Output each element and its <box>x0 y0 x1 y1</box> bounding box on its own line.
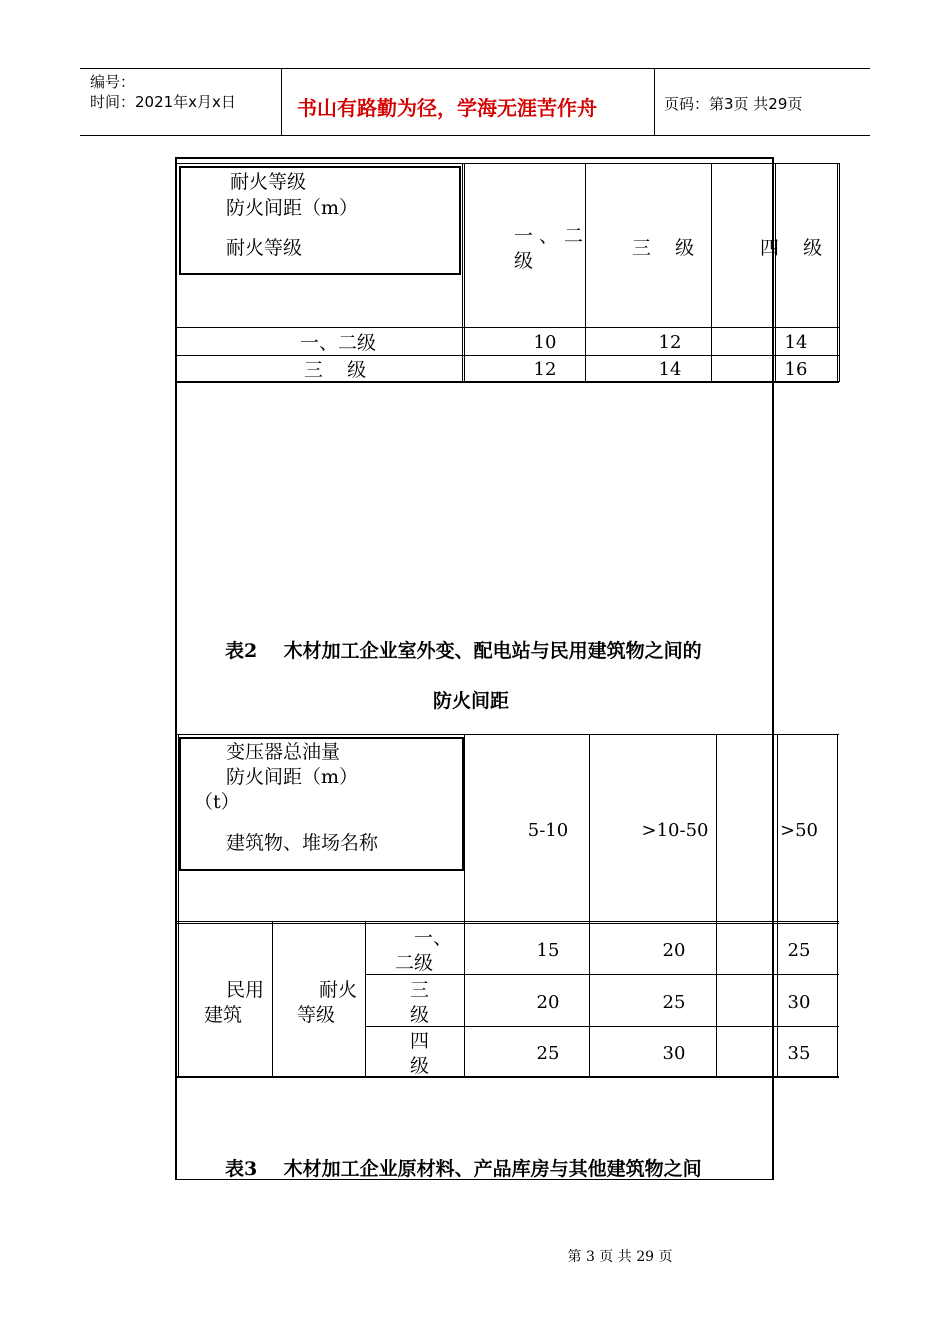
t2-row-label: 二级 <box>395 952 434 974</box>
t2-corner-text-middle: 防火间距（m） <box>226 766 359 788</box>
t2-cell: 25 <box>787 940 811 961</box>
t2-cell: 25 <box>662 992 686 1013</box>
page-footer-number: 第 3 页 共 29 页 <box>567 1249 673 1265</box>
frame-left <box>175 157 177 1180</box>
t1-top-rule <box>177 163 839 164</box>
t2-cell: 25 <box>536 1043 560 1064</box>
t2-row-label: 四 <box>410 1030 430 1052</box>
t1-cell: 12 <box>658 332 682 353</box>
t2-col-header-2: >10-50 <box>641 820 709 841</box>
header-bottom-rule <box>80 135 870 136</box>
document-number-label: 编号： <box>90 73 136 91</box>
header-page-info: 页码：第3页 共29页 <box>664 95 803 113</box>
t1-col-rule-1 <box>462 163 463 382</box>
t2-header-bottom-rule <box>177 921 839 922</box>
document-date: 时间：2021年x月x日 <box>90 93 236 111</box>
t2-col-rule-2 <box>589 734 590 1077</box>
t1-corner-text-top: 耐火等级 <box>230 171 307 193</box>
t2-cell: 15 <box>536 940 560 961</box>
t1-cell: 12 <box>533 359 557 380</box>
t2-cell: 35 <box>787 1043 811 1064</box>
t1-cell: 14 <box>658 359 682 380</box>
t2-group-civil-buildings-line1: 民用 <box>226 979 265 1001</box>
t1-row1-bottom-rule <box>177 355 839 356</box>
t1-col-header-2: 三 级 <box>632 237 695 259</box>
table-2-caption-line2: 防火间距 <box>433 690 510 712</box>
t2-bottom-rule <box>177 1076 839 1078</box>
t2-cell: 20 <box>536 992 560 1013</box>
t2-row2-bottom-rule <box>365 1026 839 1027</box>
t2-row-label: 三 <box>410 979 430 1001</box>
t1-cell: 10 <box>533 332 557 353</box>
t1-row-label: 三 级 <box>304 359 367 381</box>
frame-top <box>175 157 774 159</box>
t2-corner-text-bottom: 建筑物、堆场名称 <box>226 832 379 854</box>
t2-right-rule <box>837 734 838 1077</box>
t2-col-header-1: 5-10 <box>527 820 569 841</box>
t2-row-label: 级 <box>410 1055 430 1077</box>
t2-group-rule-2 <box>365 922 366 1077</box>
t2-col-header-3: >50 <box>780 820 818 841</box>
header-divider-left <box>281 68 282 136</box>
t2-cell: 30 <box>787 992 811 1013</box>
t2-group-fire-rating-line2: 等级 <box>297 1004 336 1026</box>
t2-row1-bottom-rule <box>365 974 839 975</box>
t2-top-rule <box>177 734 839 735</box>
t2-col-rule-4 <box>777 734 778 1077</box>
t1-row-label: 一、二级 <box>300 332 377 354</box>
t1-col-header-3: 四 级 <box>760 237 823 259</box>
t2-group-fire-rating-line1: 耐火 <box>319 979 358 1001</box>
table-3-caption-line1: 表3 木材加工企业原材料、产品库房与其他建筑物之间 <box>225 1158 702 1180</box>
t2-group-civil-buildings-line2: 建筑 <box>204 1004 243 1026</box>
t1-corner-box <box>179 166 461 275</box>
t2-header-bottom-rule-b <box>177 923 839 924</box>
header-top-rule <box>80 68 870 69</box>
t2-row-label: 一、 <box>414 927 453 949</box>
t2-corner-text-top: 变压器总油量 <box>226 741 341 763</box>
t1-col-header-1-line2: 级 <box>514 250 534 272</box>
t2-corner-text-unit: （t） <box>194 791 240 813</box>
t1-cell: 16 <box>784 359 808 380</box>
t2-col-rule-1 <box>464 734 465 1077</box>
t1-cell: 14 <box>784 332 808 353</box>
t1-bottom-rule <box>177 381 839 383</box>
t2-col-rule-3 <box>716 734 717 1077</box>
table-2-caption-line1: 表2 木材加工企业室外变、配电站与民用建筑物之间的 <box>225 640 702 662</box>
t1-corner-text-bottom: 耐火等级 <box>226 237 303 259</box>
t1-header-bottom-rule <box>177 327 839 328</box>
t2-cell: 30 <box>662 1043 686 1064</box>
t1-corner-text-middle: 防火间距（m） <box>226 197 359 219</box>
t2-row-label: 级 <box>410 1004 430 1026</box>
t2-group-rule-1 <box>272 922 273 1077</box>
header-motto: 书山有路勤为径，学海无涯苦作舟 <box>297 96 597 120</box>
t1-col-header-1-line1: 一、二 <box>514 225 590 247</box>
t2-cell: 20 <box>662 940 686 961</box>
header-divider-right <box>654 68 655 136</box>
